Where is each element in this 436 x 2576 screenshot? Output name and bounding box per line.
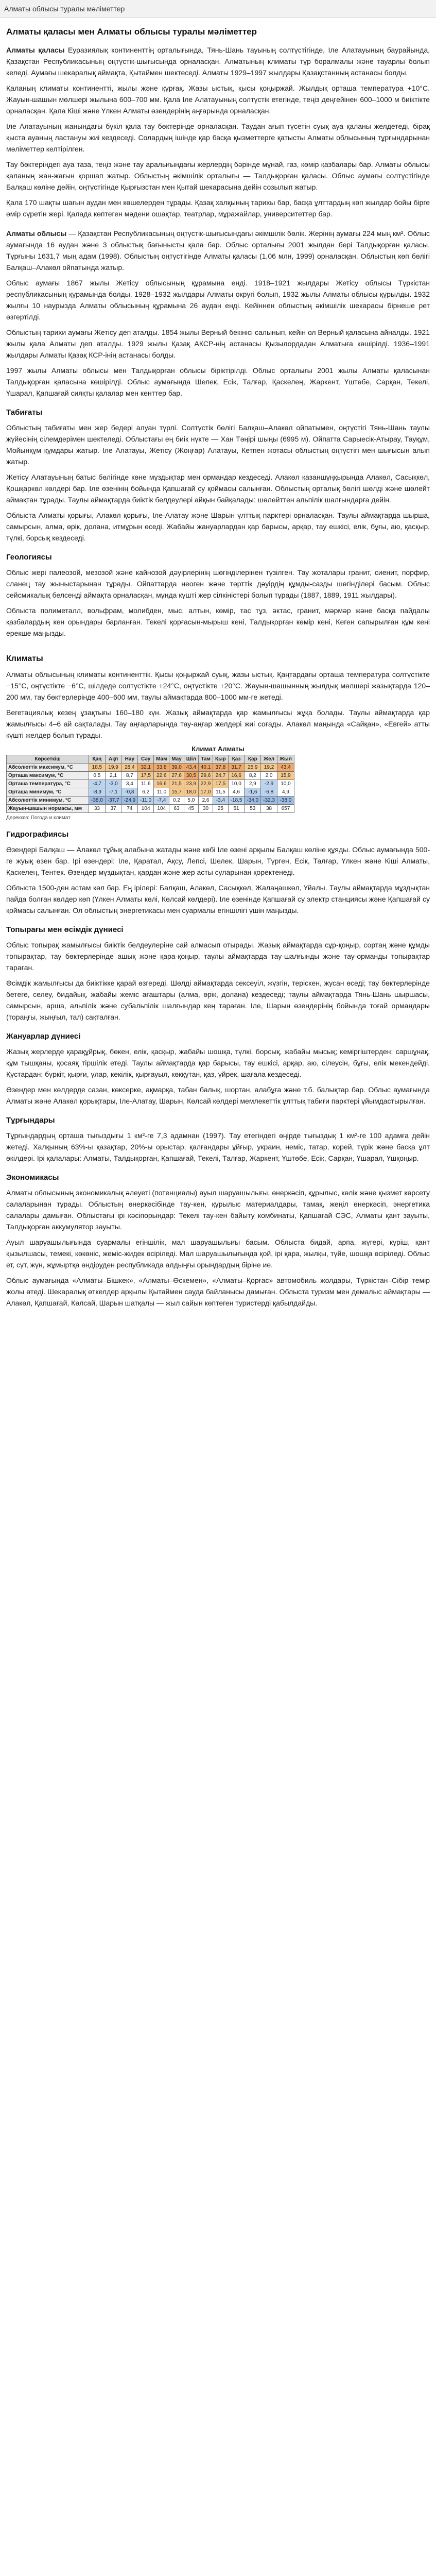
soil-paragraph: Өсімдік жамылғысы да биіктікке қарай өзгереді. Шөлді аймақтарда сексеуіл, жүзгін, теріскен, жусан өседі; тау бөктерлерінде бетеге, селеу, бидайық, жабайы жеміс ағаштары (алма, өрік, долана) кездеседі; таулы аймақтарда Тянь-Шань шыршасы, самырсын, арша, альпілік және субальпілік шалғындар кең тараған. Іле, Шарын өзендерінің бойында тоғай ормандары (тораңғы, жыңғыл, тал) сақталған. (6, 979, 430, 1021)
fauna-section (6, 1046, 430, 1107)
article-body (0, 18, 436, 1309)
geology-heading: Геологиясы (6, 553, 52, 562)
climate-table-cell: 63 (169, 805, 184, 813)
climate-table-row-label: Жауын-шашын нормасы, мм (7, 805, 89, 813)
climate-table-cell: 6,2 (138, 788, 154, 796)
intro-paragraph (6, 44, 430, 78)
climate-table-cell: -0,8 (121, 788, 138, 796)
climate-table-cell: 31,7 (228, 764, 245, 772)
fauna-heading: Жануарлар дүниесі (6, 1032, 81, 1041)
intro-paragraph (6, 82, 430, 116)
climate-table-cell: 38 (261, 805, 277, 813)
climate-table-cell: -18,5 (228, 796, 245, 805)
oblast-lead-term: Алматы облысы (6, 229, 67, 238)
climate-table-cell: 17,5 (138, 772, 154, 780)
climate-table-cell: 43,4 (184, 764, 198, 772)
climate-table-cell: 18,0 (184, 788, 198, 796)
climate-table-cell: 33 (89, 805, 106, 813)
geology-paragraph: Облыста полиметалл, вольфрам, молибден, мыс, алтын, көмір, тас тұз, әктас, гранит, мәрмәр және басқа пайдалы қазбалардың кен орындары барланған. Текелі қорғасын-мырыш кені, Талдықорған көмір кені, Кеген сапырылған құм кені ерекше маңызды. (6, 606, 430, 637)
climate-table-row (7, 805, 294, 813)
climate-table-cell: -3,0 (105, 780, 121, 788)
climate-table-row-label: Орташа температура, °C (7, 780, 89, 788)
climate-table-cell: 2,6 (198, 796, 213, 805)
climate-table-cell: 11,0 (154, 788, 169, 796)
nature-paragraph: Жетісу Алатауының батыс бөлігінде көне мұздықтар мен ормандар кездеседі. Алакөл қазаншұңқырында Алакөл, Сасықкөл, Қошқаркөл көлдері бар. Іле өзенінің бойында Қапшағай су қоймасы салынған. Облыстың орталық бөлігі шөлді және шөлейт аймақтан тұрады. Таулы аймақтарда биіктік белдеулері айқын байқалады: шөлейттен альпілік шалғындарға дейін. (6, 473, 430, 504)
oblast-paragraph-text: Облыстың тарихи аумағы Жетісу деп аталды. 1854 жылы Верный бекінісі салынып, кейін ол Верный қаласына айналды. 1921 жылы қала Алматы деп аталды. 1929 жылы Қазақ АКСР-нің астанасы Қызылордадан Алматыға көшірілді. 1936–1991 жылдары Алматы Қазақ КСР-інің астанасы болды. (6, 328, 430, 359)
intro-lead-term: Алматы қаласы (6, 46, 65, 54)
intro-paragraph-text: Іле Алатауының жанындағы бүкіл қала тау бөктерінде орналасқан. Таудан ағып түсетін суық ауа қаланы желдетеді, бірақ қыста ауаның ластануы жиі кездеседі. Солардың ішінде қар басқа қызметтерге қатысты Алматы облысының тұрғындарынан мәліметтер келтірілген. (6, 122, 430, 153)
economy-heading: Экономикасы (6, 1173, 59, 1182)
climate-table-cell: 4,9 (277, 788, 294, 796)
nature-heading: Табиғаты (6, 408, 43, 417)
hydro-paragraph: Өзендері Балқаш — Алакөл тұйық алабына жатады және көбі Іле өзені арқылы Балқаш көліне құяды. Облыс аумағында 500-ге жуық өзен бар. Ірі өзендері: Іле, Қаратал, Ақсу, Лепсі, Шелек, Шарын, Түрген, Есік, Талғар, Үлкен және Кіші Алматы, Қаскелең, Тентек. Өзендер мұздықтан, қардан және жер асты суларынан қоректенеді. (6, 845, 430, 876)
population-heading: Тұрғындары (6, 1116, 55, 1125)
climate-table-cell: 0,2 (169, 796, 184, 805)
climate-table-cell: 15,9 (277, 772, 294, 780)
climate-table-cell: 2,0 (261, 772, 277, 780)
climate-table-cell: 30,5 (184, 772, 198, 780)
climate-table-cell: 39,0 (169, 764, 184, 772)
climate-table-cell: 657 (277, 805, 294, 813)
climate-table-cell: 21,5 (169, 780, 184, 788)
population-section (6, 1130, 430, 1164)
climate-table-row-label: Абсолюттік минимум, °C (7, 796, 89, 805)
climate-table-cell: 4,6 (228, 788, 245, 796)
intro-paragraph-text: Тау бөктеріндегі ауа таза, теңіз және тау аралығындағы жерлердің бәрінде мұнай, газ, көмір қазбалары бар. Алматы облысы қаланың жан-жағын қоршап жатыр. Облыстың әкімшілік орталығы — Талдықорған қаласы. Облыс аумағы солтүстігінде Балқаш көліне дейін, оңтүстігінде Қырғызстан мен Қытай шекарасына дейін созылып жатыр. (6, 160, 430, 191)
climate-table-column-header: Ақп (105, 755, 121, 764)
climate-table-cell: -3,4 (213, 796, 229, 805)
climate-table-cell: 28,4 (121, 764, 138, 772)
climate-paragraph: Алматы облысының климаты континенттік. Қысы қоңыржай суық, жазы ыстық. Қаңтардағы орташа температура солтүстікте −15°C, оңтүстікте −6°C, шілдеде солтүстікте +24°C, оңтүстікте +20°C. Жауын-шашынның жылдық мөлшері жазықтарда 120–200 мм, тау бөктерлерінде 400–600 мм, таулы аймақтарда 800–1000 мм-ге жетеді. (6, 670, 430, 701)
climate-table-cell: 19,2 (261, 764, 277, 772)
climate-table-cell: -11,0 (138, 796, 154, 805)
climate-table-cell: 32,1 (138, 764, 154, 772)
climate-table-row (7, 764, 294, 772)
climate-table-cell: -38,0 (277, 796, 294, 805)
oblast-paragraph (6, 327, 430, 361)
climate-table-cell: 5,0 (184, 796, 198, 805)
climate-table-cell: 19,9 (105, 764, 121, 772)
climate-section (6, 669, 430, 741)
climate-table-cell: 27,6 (169, 772, 184, 780)
oblast-paragraph-text: — Қазақстан Республикасының оңтүстік-шығысындағы әкімшілік бөлік. Жерінің аумағы 224 мың км². Облыс аумағында 16 аудан және 3 облыстық бағынысты қала бар. Облыс орталығы 2001 жылдан бері Талдықорған қаласы. Тұрғыны 1631,7 мың адам (1998). Облыстың оңтүстігінде Алматы қаласы (1,06 млн, 1999) орналасқан. Облыстың көп бөлігі Балқаш–Алакөл ойпатында жатыр. (6, 229, 430, 272)
climate-table-column-header: Жыл (277, 755, 294, 764)
fauna-paragraph: Өзендер мен көлдерде сазан, көксерке, ақмарқа, табан балық, шортан, алабұға және т.б. балықтар бар. Облыс аумағында Алматы және Алакөл қорықтары, Іле-Алатау, Шарын, Көлсай көлдері мемлекеттік ұлттық табиғи парктері ұйымдастырылған. (6, 1086, 430, 1105)
climate-table-cell: -2,9 (261, 780, 277, 788)
climate-table-cell: 30 (198, 805, 213, 813)
climate-table-caption: Климат Алматы (191, 745, 245, 753)
climate-table-cell: 17,0 (198, 788, 213, 796)
climate-table-row (7, 788, 294, 796)
climate-table-cell: 104 (138, 805, 154, 813)
climate-table-cell: 22,9 (198, 780, 213, 788)
climate-table-column-header: Көрсеткіш (7, 755, 89, 764)
economy-paragraph: Ауыл шаруашылығында суармалы егіншілік, мал шаруашылығы басым. Облыста бидай, арпа, жүгері, күріш, қант қызылшасы, темекі, көкөніс, жеміс-жидек өсіріледі. Мал шаруашылығында қой, ірі қара, жылқы, түйе, шошқа өсіріледі. Облыс ет, сүт, жүн, жұмыртқа өндіруден республикада алдыңғы орындардың біріне ие. (6, 1238, 430, 1269)
climate-table-cell: -7,4 (154, 796, 169, 805)
intro-paragraph (6, 121, 430, 155)
intro-paragraph-text: Еуразиялық континенттің орталығында, Тянь-Шань тауының солтүстігінде, Іле Алатауының баурайында, Қазақстан Республикасының оңтүстік-шығысында орналасқан. Алматының климаты тұр боралмалы және тауарлы болып келеді. Аумағы шекаралық аймақта, Қытаймен шектеседі. Алматы 1929–1997 жылдары Қазақстанның астанасы болды. (6, 46, 430, 77)
climate-table-cell: 37,8 (213, 764, 229, 772)
climate-table-cell: 17,5 (213, 780, 229, 788)
intro-paragraph (6, 159, 430, 193)
climate-table-cell: -32,3 (261, 796, 277, 805)
climate-table-cell: 8,7 (121, 772, 138, 780)
climate-table-row (7, 780, 294, 788)
economy-paragraph: Облыс аумағында «Алматы–Бішкек», «Алматы–Өскемен», «Алматы–Қорғас» автомобиль жолдары, Түркістан–Сібір темір жолы өтеді. Шекаралық өткелдер арқылы Қытаймен сауда байланысы дамыған. Облыста туризм мен демалыс аймақтары — Алакөл, Қапшағай, Көлсай, Шарын шатқалы — жыл сайын көптеген туристерді қабылдайды. (6, 1276, 430, 1307)
climate-table-column-header: Мам (154, 755, 169, 764)
oblast-paragraph-text: 1997 жылы Алматы облысы мен Талдықорған облысы біріктірілді. Облыс орталығы 2001 жылы Алматы қаласынан Талдықорған қаласына көшірілді. Облыс аумағында Шелек, Есік, Талғар, Қаскелең, Жаркент, Үштөбе, Сарқан, Текелі, Үшарал, Қапшағай сияқты қалалар мен кенттер бар. (6, 366, 430, 397)
climate-table-cell: 25 (213, 805, 229, 813)
intro-section (6, 44, 430, 219)
climate-table-cell: -8,9 (89, 788, 106, 796)
browser-title-bar (0, 0, 436, 18)
climate-table-cell: -34,0 (245, 796, 261, 805)
climate-table-column-header: Қаз (228, 755, 245, 764)
geology-section (6, 567, 430, 639)
climate-table-cell: 16,6 (154, 780, 169, 788)
climate-table-column-header: Нау (121, 755, 138, 764)
climate-heading: Климаты (6, 654, 43, 663)
climate-table-cell: 0,5 (89, 772, 106, 780)
soil-paragraph: Облыс топырақ жамылғысы биіктік белдеулеріне сай алмасып отырады. Жазық аймақтарда сұр-қоңыр, сортаң және құмды топырақтар, тау бөктерлерінде ашық және қара-қоңыр, таулы аймақтарда тау-шалғынды және тау-орманды топырақтар тараған. (6, 941, 430, 972)
climate-table-cell: 40,1 (198, 764, 213, 772)
climate-table-cell: 15,7 (169, 788, 184, 796)
oblast-paragraph (6, 365, 430, 399)
climate-table (6, 755, 294, 813)
climate-table-cell: -38,0 (89, 796, 106, 805)
economy-section (6, 1187, 430, 1309)
climate-table-cell: 22,6 (154, 772, 169, 780)
climate-paragraph: Вегетациялық кезең ұзақтығы 160–180 күн. Жазық аймақтарда қар жамылғысы жұқа болады. Таулы аймақтарда қар жамылғысы 4–6 ай сақталады. Тау аңғарларында тау-аңғар желдері жиі соғады. Алакөл маңында «Сайқан», «Евгей» атты күшті желдер болып тұрады. (6, 708, 430, 739)
intro-paragraph-text: Қала 170 шақты шағын аудан мен көшелерден тұрады. Қазақ халқының тарихы бар, басқа ұлттардың көп жылдар бойы бірге өмір сүретін жері. Қалада көптеген мәдени ошақтар, театрлар, мұражайлар, университеттер бар. (6, 198, 430, 218)
climate-table-cell: 43,4 (277, 764, 294, 772)
window-title: Алматы облысы туралы мәліметтер (4, 4, 125, 13)
climate-table-column-header: Қыр (213, 755, 229, 764)
climate-table-row-label: Орташа минимум, °C (7, 788, 89, 796)
soil-heading: Топырағы мен өсімдік дүниесі (6, 925, 124, 934)
article-title: Алматы қаласы мен Алматы облысы туралы мәліметтер (6, 27, 257, 37)
soil-section (6, 939, 430, 1023)
hydro-heading: Гидрографиясы (6, 830, 69, 839)
climate-table-cell: 51 (228, 805, 245, 813)
climate-table-row-label: Абсолюттік максимум, °C (7, 764, 89, 772)
climate-table-column-header: Жел (261, 755, 277, 764)
climate-table-cell: 16,6 (228, 772, 245, 780)
climate-table-cell: 45 (184, 805, 198, 813)
climate-table-column-header: Қар (245, 755, 261, 764)
hydro-paragraph: Облыста 1500-ден астам көл бар. Ең ірілері: Балқаш, Алакөл, Сасықкөл, Жалаңашкөл, Үйалы. Таулы аймақтарда мұздықтан пайда болған көлдер көп (Үлкен Алматы көлі, Көлсай көлдері). Іле өзенінде Қапшағай су электр станциясы және Қапшағай су қоймасы салынған. Ол облыстың энергетикасы мен суармалы егіншілігі үшін маңызды. (6, 884, 430, 914)
climate-table-column-header: Шіл (184, 755, 198, 764)
climate-table-cell: 37 (105, 805, 121, 813)
climate-table-cell: 11,5 (213, 788, 229, 796)
climate-table-cell: -6,8 (261, 788, 277, 796)
oblast-paragraph (6, 228, 430, 273)
climate-table-body (7, 764, 294, 813)
climate-table-cell: 33,8 (154, 764, 169, 772)
climate-table-cell: -4,7 (89, 780, 106, 788)
climate-table-cell: 3,4 (121, 780, 138, 788)
climate-table-header-row (7, 755, 294, 764)
climate-table-cell: 2,1 (105, 772, 121, 780)
climate-table-row (7, 772, 294, 780)
climate-table-cell: -1,6 (245, 788, 261, 796)
climate-table-cell: 2,9 (245, 780, 261, 788)
climate-table-cell: 18,5 (89, 764, 106, 772)
climate-table-column-header: Сәу (138, 755, 154, 764)
climate-table-cell: -37,7 (105, 796, 121, 805)
climate-table-cell: 74 (121, 805, 138, 813)
climate-table-cell: -7,1 (105, 788, 121, 796)
nature-paragraph: Облыстың табиғаты мен жер бедері алуан түрлі. Солтүстік бөлігі Балқаш–Алакөл ойпатымен, оңтүстігі Тянь-Шань таулы жүйесінің сілемдерімен шектеледі. Облыстағы ең биік нүкте — Хан Тәңірі шыңы (6995 м). Ойпатта Сарыесік-Атырау, Тауқұм, Мойынқұм құмдары жатыр. Іле Алатауы, Жетісу (Жоңғар) Алатауы, Кетпен жотасы облыстың оңтүстігі мен шығысын алып жатыр. (6, 423, 430, 466)
oblast-paragraph-text: Облыс аумағы 1867 жылы Жетісу облысының құрамына енді. 1918–1921 жылдары Жетісу облысы Түркістан республикасының құрамында болды. 1928–1932 жылдары Алматы округі болып, 1932 жылы Алматы облысы құрылды. 1932 жылғы 10 наурызда Алматы облысының құрамына 26 аудан енді. Кейіннен облыстың әкімшілік шекарасы бірнеше рет өзгертілді. (6, 279, 430, 321)
hydro-section (6, 844, 430, 916)
oblast-section (6, 228, 430, 399)
climate-table-cell: 24,7 (213, 772, 229, 780)
climate-table-column-header: Там (198, 755, 213, 764)
nature-paragraph: Облыста Алматы қорығы, Алакөл қорығы, Іле-Алатау және Шарын ұлттық парктері орналасқан. Таулы аймақтарда шырша, самырсын, алма, өрік, долана, итмұрын өседі. Жабайы жануарлардан қар барысы, арқар, тау ешкісі, елік, бұғы, аю, қасқыр, түлкі, борсық кездеседі. (6, 511, 430, 542)
climate-table-column-header: Мау (169, 755, 184, 764)
climate-table-cell: 8,2 (245, 772, 261, 780)
climate-table-cell: 53 (245, 805, 261, 813)
climate-table-source: Дереккөз: Погода и климат (6, 815, 71, 821)
climate-table-cell: 29,6 (198, 772, 213, 780)
climate-table-cell: 23,9 (184, 780, 198, 788)
climate-table-cell: 10,0 (228, 780, 245, 788)
geology-paragraph: Облыс жері палеозой, мезозой және кайнозой дәуірлерінің шөгінділерінен түзілген. Тау жоталары гранит, сиенит, порфир, сланец тау жыныстарынан тұрады. Ойпаттарда неоген және төрттік дәуірдің құмды-сазды шөгінділері басым. Облыс сейсмикалық белсенді аймақта орналасқан, мұнда күшті жер сілкіністері болып тұрады (1887, 1889, 1911 жылдары). (6, 568, 430, 599)
climate-table-cell: -24,9 (121, 796, 138, 805)
climate-table-cell: 10,0 (277, 780, 294, 788)
climate-table-cell: 104 (154, 805, 169, 813)
fauna-paragraph: Жазық жерлерде қарақұйрық, бөкен, елік, қасқыр, жабайы шошқа, түлкі, борсық, жабайы мысық; кеміргіштерден: саршұнақ, құм тышқаны, қосаяқ тіршілік етеді. Таулы аймақтарда қар барысы, тау ешкісі, арқар, аю, сілеусін, бұғы, елік мекендейді. Құстардан: бүркіт, қырғи, ұлар, кекілік, қырғауыл, көкқұтан, қаз, үйрек, шағала кездеседі. (6, 1047, 430, 1078)
climate-table-column-header: Қаң (89, 755, 106, 764)
intro-paragraph-text: Қаланың климаты континентті, жылы және құрғақ. Жазы ыстық, қысы қоңыржай. Жылдық орташа температура +10°C. Жауын-шашын мөлшері жылына 600–700 мм. Қала Іле Алатауының солтүстік етегінде, теңіз деңгейінен 600–1000 м биіктікте орналасқан. Қала Кіші және Үлкен Алматы өзендерінің аңғарында орналасқан. (6, 84, 430, 115)
oblast-paragraph (6, 277, 430, 323)
climate-table-cell: 11,6 (138, 780, 154, 788)
economy-paragraph: Алматы облысының экономикалық әлеуеті (потенциалы) ауыл шаруашылығы, өнеркәсіп, құрылыс, көлік және қызмет көрсету салаларынан тұрады. Облыстың өнеркәсібінде тау-кен, құрылыс материалдары, тамақ, жеңіл өнеркәсіп, энергетика салалары дамыған. Облыстағы ірі кәсіпорындар: Текелі тау-кен байыту комбинаты, Қапшағай СЭС, Алматы қант зауыты, Талдықорған аккумулятор зауыты. (6, 1189, 430, 1231)
intro-paragraph (6, 197, 430, 219)
climate-table-cell: 25,9 (245, 764, 261, 772)
nature-section (6, 422, 430, 544)
climate-table-row-label: Орташа максимум, °C (7, 772, 89, 780)
climate-table-row (7, 796, 294, 805)
population-paragraph: Тұрғындардың орташа тығыздығы 1 км²-ге 7,3 адамнан (1997). Тау етегіндегі өңірде тығыздық 1 км²-ге 100 адамға дейін жетеді. Халқының 63%-ы қазақтар, 20%-ы орыстар, қалғандары ұйғыр, украин, неміс, татар, корей, түрік және басқа ұлт өкілдері. Ірі қалалары: Алматы, Талдықорған, Қапшағай, Текелі, Талғар, Жаркент, Үштөбе, Есік, Сарқан, Үшарал, Үшқоңыр. (6, 1131, 430, 1162)
